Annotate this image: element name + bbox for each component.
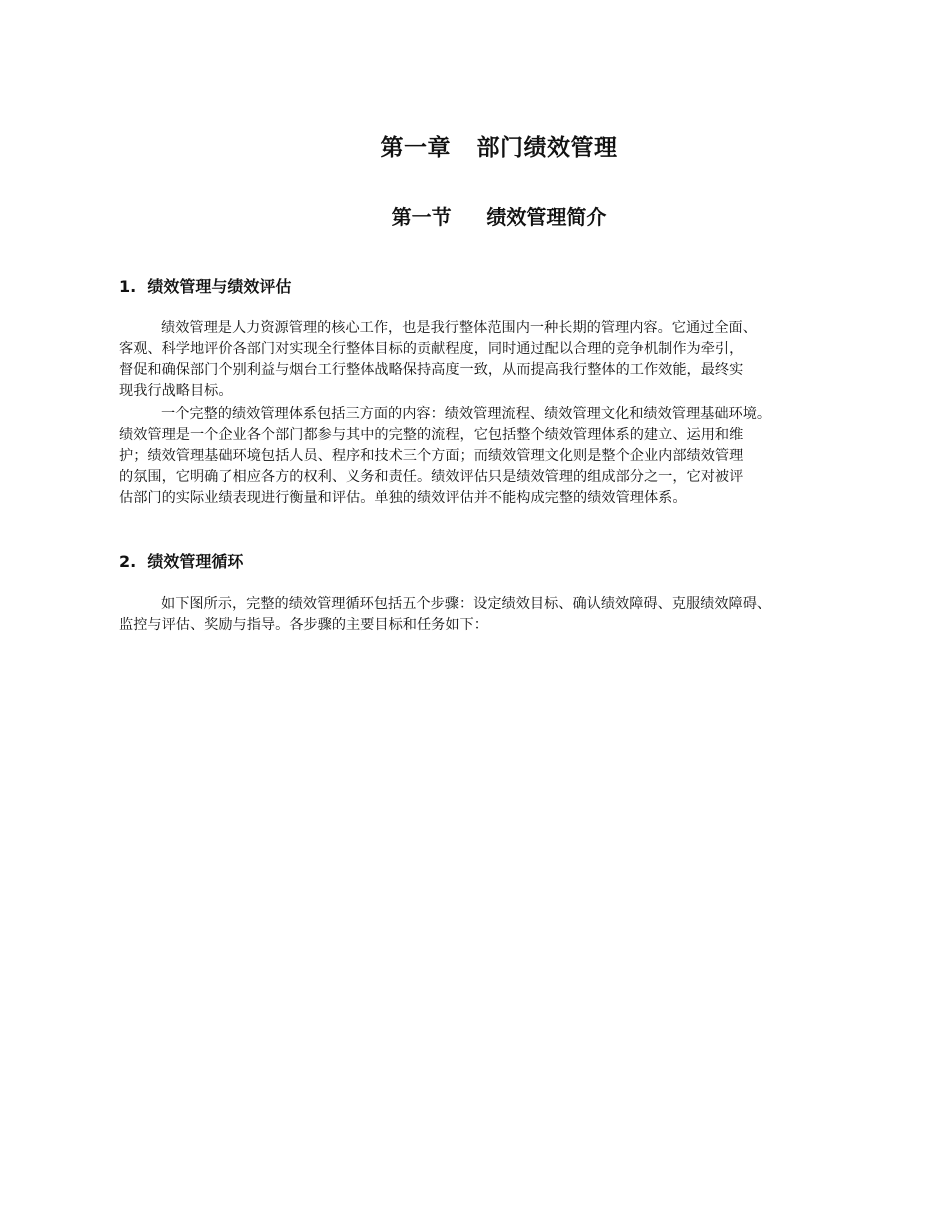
paragraph-line: 监控与评估、奖励与指导。各步骤的主要目标和任务如下： xyxy=(119,617,488,633)
paragraph-line: 督促和确保部门个别利益与烟台工行整体战略保持高度一致，从而提高我行整体的工作效能，最终实 xyxy=(119,362,744,378)
paragraph-line: 客观、科学地评价各部门对实现全行整体目标的贡献程度，同时通过配以合理的竞争机制作为牵引， xyxy=(119,341,744,357)
paragraph-line: 绩效管理是人力资源管理的核心工作，也是我行整体范围内一种长期的管理内容。它通过全面、 xyxy=(161,320,757,336)
paragraph-performance-system xyxy=(119,404,909,509)
paragraph-line: 护；绩效管理基础环境包括人员、程序和技术三个方面；而绩效管理文化则是整个企业内部绩效管理 xyxy=(119,448,744,464)
paragraph-line: 绩效管理是一个企业各个部门都参与其中的完整的流程，它包括整个绩效管理体系的建立、运用和维 xyxy=(119,427,744,443)
paragraph-line: 的氛围，它明确了相应各方的权利、义务和责任。绩效评估只是绩效管理的组成部分之一，它对被评 xyxy=(119,469,744,485)
paragraph-line: 现我行战略目标。 xyxy=(119,383,233,399)
heading-performance-cycle: 2. 绩效管理循环 xyxy=(119,552,244,571)
section-title: 第一节 绩效管理简介 xyxy=(391,205,607,229)
paragraph-line: 估部门的实际业绩表现进行衡量和评估。单独的绩效评估并不能构成完整的绩效管理体系。 xyxy=(119,490,687,506)
chapter-title: 第一章 部门绩效管理 xyxy=(380,135,618,161)
paragraph-performance-cycle xyxy=(119,594,909,636)
paragraph-line: 一个完整的绩效管理体系包括三方面的内容：绩效管理流程、绩效管理文化和绩效管理基础环境。 xyxy=(161,406,772,422)
paragraph-performance-management-intro xyxy=(119,318,909,402)
heading-performance-management-and-evaluation: 1. 绩效管理与绩效评估 xyxy=(119,277,292,296)
paragraph-line: 如下图所示，完整的绩效管理循环包括五个步骤：设定绩效目标、确认绩效障碍、克服绩效障碍、 xyxy=(161,596,772,612)
